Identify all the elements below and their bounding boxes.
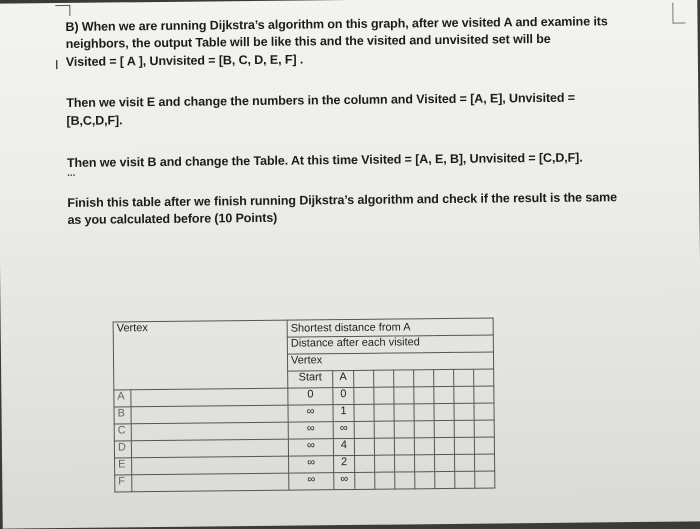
empty-cell [131,405,288,424]
vertex-cell: A [114,390,131,407]
vertex-cell: F [115,475,132,492]
paragraph-visit-b: Then we visit B and change the Table. At this time Visited = [A, E, B], Unvisited = [C,D,F]. [66,150,583,170]
paragraph-visit-e-1: Then we visit E and change the numbers in the column and Visited = [A, E], Unvisited = [66,90,575,110]
question-line-1: B) When we are running Dijkstra’s algorithm on this graph, after we visited A and examine its [65,14,608,34]
empty-cell [394,370,414,387]
vertex-cell: C [114,424,131,441]
empty-cell [131,388,288,407]
vertex-cell: B [114,407,131,424]
start-cell: ∞ [288,439,333,456]
dijkstra-table [113,317,496,492]
a-cell: 2 [334,455,355,472]
start-cell: ∞ [288,405,333,422]
distance-header-2: Distance after each visited [287,335,493,354]
empty-cell [454,369,474,386]
a-cell: ∞ [334,472,355,489]
corner-marker-right [672,2,685,23]
empty-cell [132,473,289,492]
vertex-cell: D [114,441,131,458]
empty-cell [374,370,394,387]
instruction-line-1: Finish this table after we finish running Dijkstra’s algorithm and check if the result is the same [67,190,617,210]
empty-cell [354,370,374,387]
a-cell: 1 [333,404,354,421]
corner-marker [55,5,70,16]
table-row [115,471,495,492]
paragraph-visit-e-2: [B,C,D,F]. [66,113,123,128]
empty-cell [132,456,289,475]
vertex-header: Vertex [113,320,288,390]
distance-header-3: Vertex [287,352,493,371]
vertex-cell: E [115,458,132,475]
start-cell: ∞ [289,473,334,490]
a-cell: 4 [333,438,354,455]
text-cursor-icon: I [54,57,59,73]
start-cell: 0 [288,388,333,405]
a-cell: ∞ [333,421,354,438]
empty-cell [131,439,288,458]
start-column-label: Start [288,371,333,388]
empty-cell [474,369,494,386]
question-line-3: Visited = [ A ], Unvisited = [B, C, D, E, F] . [65,52,304,69]
start-cell: ∞ [288,422,333,439]
empty-cell [414,370,434,387]
question-line-2: neighbors, the output Table will be like this and the visited and unvisited set will be [65,31,551,51]
empty-cell [434,369,454,386]
distance-header-1: Shortest distance from A [287,318,493,337]
a-cell: 0 [333,387,354,404]
a-column-label: A [333,370,354,387]
ellipsis: ... [66,167,76,179]
empty-cell [131,422,288,441]
start-cell: ∞ [289,456,334,473]
instruction-line-2: as you calculated before (10 Points) [67,210,278,227]
